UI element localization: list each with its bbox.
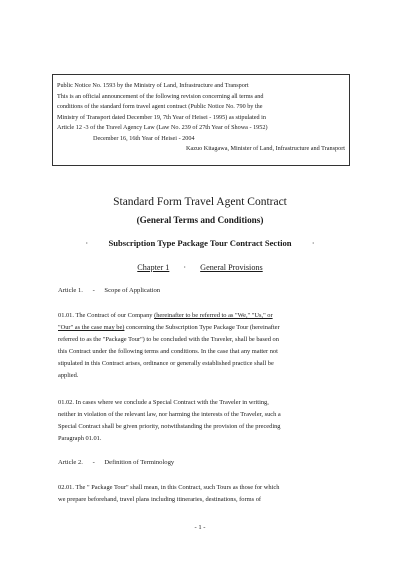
paragraph-01-01: [58, 310, 344, 382]
public-notice-box: [52, 74, 350, 166]
underlined-text: "Our" as the case may be): [58, 324, 125, 331]
section-bullet-right: ·: [311, 238, 315, 248]
paragraph-line: [58, 310, 344, 322]
text-run: 01.01. The Contract of our Company: [58, 312, 155, 319]
text-run: concerning the Subscription Type Package Tour (hereinafter: [124, 324, 280, 331]
document-subtitle: (General Terms and Conditions): [136, 215, 264, 225]
page-number: - 1 -: [194, 524, 206, 531]
notice-line: Public Notice No. 1593 by the Ministry of Land, Infrastructure and Transport: [57, 82, 249, 89]
notice-line: This is an official announcement of the following revision concerning all terms and: [57, 92, 264, 100]
chapter-number: Chapter 1: [137, 263, 170, 272]
paragraph-line: stipulated in this Contract arises, ordinance or generally established practice shall be: [58, 360, 274, 367]
underlined-text: (hereinafter to be referred to as "We," "Us," or: [154, 312, 273, 319]
article-2-heading: [58, 457, 344, 469]
document-title: Standard Form Travel Agent Contract: [113, 196, 287, 208]
section-label: Subscription Type Package Tour Contract Section: [108, 238, 292, 248]
notice-signatory: Kazuo Kitagawa, Minister of Land, Infrastructure and Transport: [186, 145, 345, 152]
notice-line: conditions of the standard form travel agent contract (Public Notice No. 790 by the: [57, 103, 263, 110]
paragraph-line: Special Contract shall be given priority, notwithstanding the provision of the preceding: [58, 423, 281, 430]
article-1-title: Scope of Application: [104, 287, 161, 294]
paragraph-line: referred to as the "Package Tour") to be concluded with the Traveler, shall be based on: [58, 336, 279, 343]
paragraph-line: 02.01. The " Package Tour" shall mean, in this Contract, such Tours as those for which: [58, 484, 280, 491]
section-heading: [0, 238, 400, 248]
notice-line: Article 12 -3 of the Travel Agency Law (Law No. 239 of 27th Year of Showa - 1952): [57, 124, 268, 131]
article-2-separator: -: [92, 459, 95, 466]
article-1-heading: [58, 285, 344, 297]
paragraph-line: neither in violation of the relevant law, nor harming the interests of the Traveler, such a: [58, 411, 281, 418]
article-1-number: Article 1.: [58, 287, 83, 294]
paragraph-line: 01.02. In cases where we conclude a Special Contract with the Traveler in writing,: [58, 399, 269, 406]
paragraph-line: applied.: [58, 372, 79, 379]
notice-date: December 16, 16th Year of Heisei - 2004: [93, 134, 195, 142]
chapter-separator: ·: [183, 263, 187, 272]
paragraph-line: this Contract under the following terms and conditions. In the case that any matter not: [58, 348, 278, 355]
paragraph-line: we prepare beforehand, travel plans including itineraries, destinations, forms of: [58, 496, 262, 503]
paragraph-02-01: [58, 482, 344, 506]
paragraph-line: Paragraph 01.01.: [58, 435, 102, 442]
paragraph-line: [58, 322, 344, 334]
article-2-title: Definition of Terminology: [104, 459, 175, 466]
notice-line: Ministry of Transport dated December 19, 7th Year of Heisei - 1995) as stipulated in: [57, 113, 266, 121]
chapter-heading: [0, 263, 400, 272]
section-bullet-left: ·: [85, 238, 89, 248]
article-2-number: Article 2.: [58, 459, 83, 466]
article-1-separator: -: [92, 287, 95, 294]
paragraph-01-02: [58, 397, 344, 445]
chapter-name: General Provisions: [200, 263, 263, 272]
